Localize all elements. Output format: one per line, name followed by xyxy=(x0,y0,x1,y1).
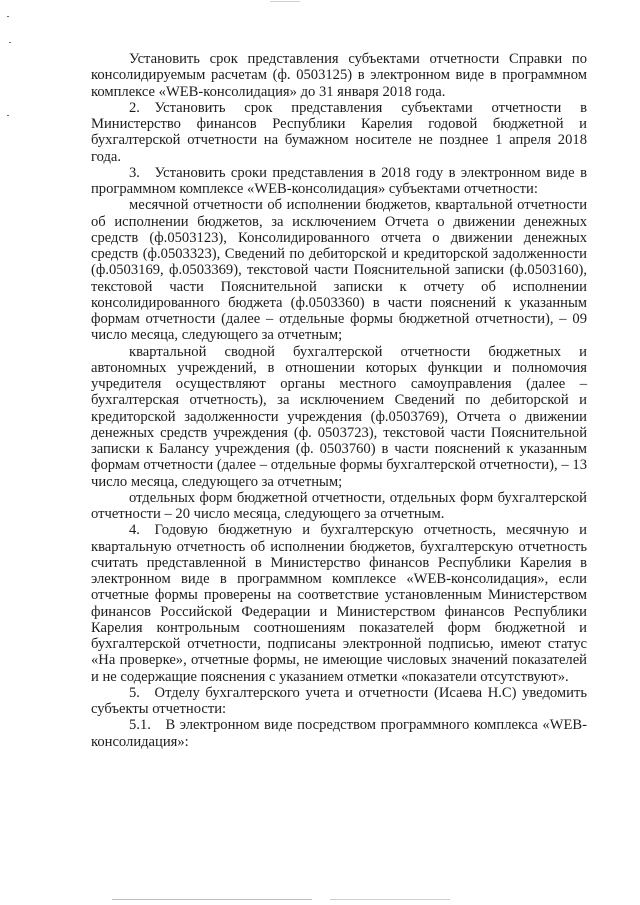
scan-artifact xyxy=(9,42,11,43)
paragraph: Установить срок представления субъектами отчетности Справки по консолидируемым расчетам (ф. 0503125) в электронном виде в программном комплексе «WEB-консолидация» до 31 января 2018 года. xyxy=(91,51,587,100)
scan-artifact xyxy=(7,115,9,116)
paragraph: 5. Отделу бухгалтерского учета и отчетности (Исаева Н.С) уведомить субъекты отчетности: xyxy=(91,684,587,717)
paragraph: 2. Установить срок представления субъектами отчетности в Министерство финансов Республики Карелия годовой бюджетной и бухгалтерской отчетности на бумажном носителе не позднее 1 апреля 2018 года. xyxy=(91,99,587,165)
document-body xyxy=(91,51,587,750)
scan-artifact xyxy=(7,16,9,17)
paragraph: 5.1. В электронном виде посредством программного комплекса «WEB-консолидация»: xyxy=(91,717,587,750)
paragraph: 3. Установить сроки представления в 2018 году в электронном виде в программном комплексе «WEB-консолидация» субъектами отчетности: xyxy=(91,164,587,197)
scan-artifact xyxy=(270,1,300,2)
paragraph: отдельных форм бюджетной отчетности, отдельных форм бухгалтерской отчетности – 20 число месяца, следующего за отчетным. xyxy=(91,489,587,522)
scan-artifact xyxy=(330,899,450,900)
paragraph: месячной отчетности об исполнении бюджетов, квартальной отчетности об исполнении бюджетов, за исключением Отчета о движении денежных средств (ф.0503123), Консолидированного отчета о движении денежных средств (ф.0503323), Сведений по дебиторской и кредиторской задолженности (ф.0503169, ф.0503369), текстовой части Пояснительной записки (ф.0503160), текстовой части Пояснительной записки к отчету об исполнении консолидированного бюджета (ф.0503360) в части пояснений к указанным формам отчетности (далее – отдельные формы бюджетной отчетности), – 09 число месяца, следующего за отчетным; xyxy=(91,197,587,344)
paragraph: квартальной сводной бухгалтерской отчетности бюджетных и автономных учреждений, в отношении которых функции и полномочия учредителя осуществляют органы местного самоуправления (далее – бухгалтерская отчетность), за исключением Сведений по дебиторской и кредиторской задолженности учреждения (ф.0503769), Отчета о движении денежных средств учреждения (ф. 0503723), текстовой части Пояснительной записки к Балансу учреждения (ф. 0503760) в части пояснений к указанным формам отчетности (далее – отдельные формы бухгалтерской отчетности), – 13 число месяца, следующего за отчетным; xyxy=(91,343,587,490)
paragraph: 4. Годовую бюджетную и бухгалтерскую отчетность, месячную и квартальную отчетность об исполнении бюджетов, бухгалтерскую отчетность считать представленной в Министерство финансов Республики Карелия в электронном виде в программном комплексе «WEB-консолидация», если отчетные формы проверены на соответствие установленным Министерством финансов Российской Федерации и Министерством финансов Республики Карелия контрольным соотношениям показателей форм бюджетной и бухгалтерской отчетности, подписаны электронной подписью, имеют статус «На проверке», отчетные формы, не имеющие числовых значений показателей и не содержащие пояснения с указанием отметки «показатели отсутствуют». xyxy=(91,522,587,685)
scan-artifact xyxy=(112,899,312,900)
